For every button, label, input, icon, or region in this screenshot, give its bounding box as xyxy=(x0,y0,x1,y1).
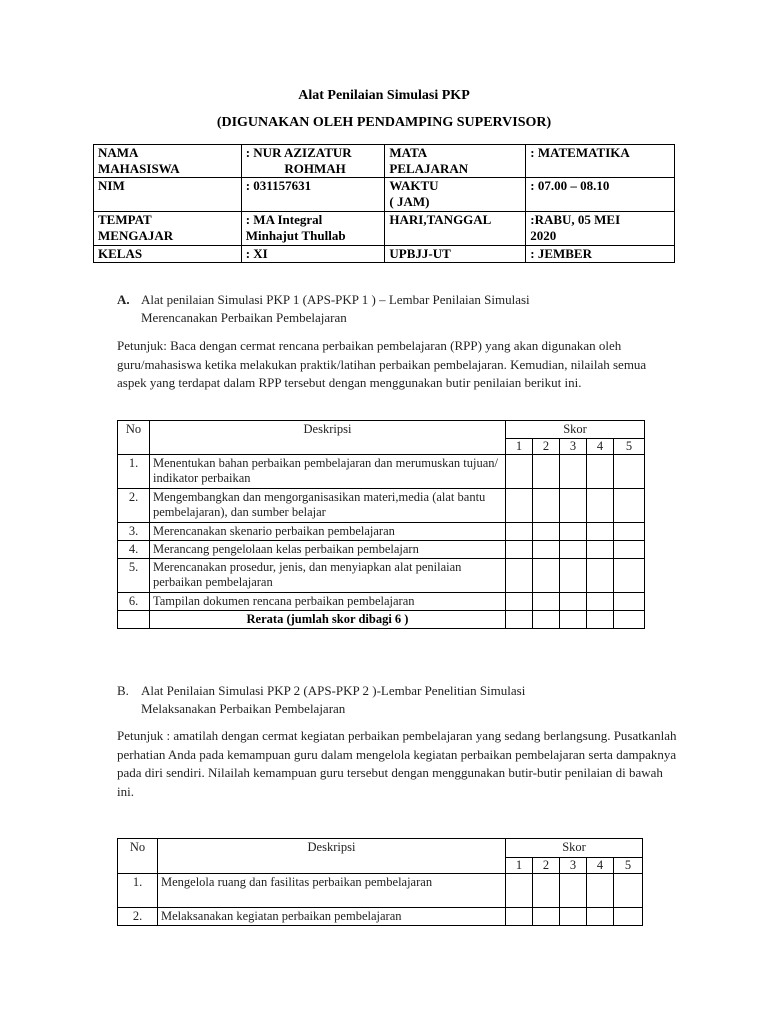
score-cell[interactable] xyxy=(560,593,587,611)
score-cell[interactable] xyxy=(614,874,643,908)
score-cell[interactable] xyxy=(560,455,587,489)
nama-value: : NUR AZIZATUR ROHMAH xyxy=(241,145,385,178)
score-table-b xyxy=(117,838,643,926)
score-col-2: 2 xyxy=(533,439,560,455)
section-a-heading: A. Alat penilaian Simulasi PKP 1 (APS-PKP 1 ) – Lembar Penilaian Simulasi Merencanakan Perbaikan Pembelajaran xyxy=(117,292,530,325)
document-title: Alat Penilaian Simulasi PKP xyxy=(298,88,470,103)
nim-value: : 031157631 xyxy=(241,178,385,212)
table-row: 4. Merancang pengelolaan kelas perbaikan pembelajarn xyxy=(118,541,645,559)
col-desc-header: Deskripsi xyxy=(158,839,506,874)
score-col-4: 4 xyxy=(587,439,614,455)
section-b-heading: B. Alat Penilaian Simulasi PKP 2 (APS-PKP 2 )-Lembar Penelitian Simulasi Melaksanakan Perbaikan Pembelajaran xyxy=(117,683,526,716)
score-cell[interactable] xyxy=(614,593,645,611)
score-cell[interactable] xyxy=(533,489,560,523)
score-cell[interactable] xyxy=(587,874,614,908)
score-cell[interactable] xyxy=(587,489,614,523)
table-row: 2. Melaksanakan kegiatan perbaikan pembelajaran xyxy=(118,908,643,926)
score-col-3: 3 xyxy=(560,439,587,455)
nim-label: NIM xyxy=(94,178,242,212)
col-score-header: Skor xyxy=(506,421,645,439)
score-table-a xyxy=(117,420,645,629)
score-col-1: 1 xyxy=(506,439,533,455)
hari-label: HARI,TANGGAL xyxy=(385,212,526,246)
section-b-instructions: Petunjuk : amatilah dengan cermat kegiatan perbaikan pembelajaran yang sedang berlangsung. Pusatkanlah perhatian Anda pada kemampuan guru dalam mengelola kegiatan perbaikan pembelajaran serta dampaknya pada diri sendiri. Nilailah kemampuan guru tersebut dengan menggunakan butir-butir penilaian di bawah ini. xyxy=(117,728,677,799)
score-cell[interactable] xyxy=(506,593,533,611)
col-desc-header: Deskripsi xyxy=(150,421,506,455)
score-cell[interactable] xyxy=(614,908,643,926)
score-cell[interactable] xyxy=(506,455,533,489)
score-cell[interactable] xyxy=(614,489,645,523)
hari-value: :RABU, 05 MEI 2020 xyxy=(526,212,675,246)
score-cell[interactable] xyxy=(614,559,645,593)
score-cell[interactable] xyxy=(560,559,587,593)
score-cell[interactable] xyxy=(560,489,587,523)
score-cell[interactable] xyxy=(506,611,533,629)
section-a-letter: A. xyxy=(117,292,130,307)
score-cell[interactable] xyxy=(560,874,587,908)
table-row: 2. Mengembangkan dan mengorganisasikan materi,media (alat bantu pembelajaran), dan sumber belajar xyxy=(118,489,645,523)
waktu-value: : 07.00 – 08.10 xyxy=(526,178,675,212)
score-cell[interactable] xyxy=(533,523,560,541)
score-cell[interactable] xyxy=(587,611,614,629)
col-no-header: No xyxy=(118,421,150,455)
table-row: 6. Tampilan dokumen rencana perbaikan pembelajaran xyxy=(118,593,645,611)
section-a-instructions: Petunjuk: Baca dengan cermat rencana perbaikan pembelajaran (RPP) yang akan digunakan oleh guru/mahasiswa ketika melakukan praktik/latihan perbaikan pembelajaran. Kemudian, nilailah semua aspek yang terdapat dalam RPP tersebut dengan menggunakan butir penilaian berikut ini. xyxy=(117,338,647,390)
mapel-label: MATA PELAJARAN xyxy=(385,145,526,178)
score-cell[interactable] xyxy=(533,455,560,489)
kelas-label: KELAS xyxy=(94,246,242,263)
score-col-1: 1 xyxy=(506,858,533,874)
table-row: 3. Merencanakan skenario perbaikan pembelajaran xyxy=(118,523,645,541)
col-no-header: No xyxy=(118,839,158,874)
score-cell[interactable] xyxy=(506,874,533,908)
section-b-letter: B. xyxy=(117,683,129,698)
score-cell[interactable] xyxy=(560,908,587,926)
score-cell[interactable] xyxy=(506,559,533,593)
score-col-5: 5 xyxy=(614,439,645,455)
score-cell[interactable] xyxy=(533,559,560,593)
score-cell[interactable] xyxy=(614,523,645,541)
score-cell[interactable] xyxy=(560,541,587,559)
mapel-value: : MATEMATIKA xyxy=(526,145,675,178)
score-cell[interactable] xyxy=(614,541,645,559)
score-cell[interactable] xyxy=(587,523,614,541)
tempat-label: TEMPAT MENGAJAR xyxy=(94,212,242,246)
score-cell[interactable] xyxy=(587,559,614,593)
score-cell[interactable] xyxy=(587,593,614,611)
score-cell[interactable] xyxy=(533,908,560,926)
upbjj-label: UPBJJ-UT xyxy=(385,246,526,263)
nama-label: NAMA MAHASISWA xyxy=(94,145,242,178)
table-row: 1. Mengelola ruang dan fasilitas perbaikan pembelajaran xyxy=(118,874,643,908)
score-cell[interactable] xyxy=(587,908,614,926)
score-cell[interactable] xyxy=(560,611,587,629)
tempat-value: : MA Integral Minhajut Thullab xyxy=(241,212,385,246)
score-col-2: 2 xyxy=(533,858,560,874)
table-row: 1. Menentukan bahan perbaikan pembelajaran dan merumuskan tujuan/ indikator perbaikan xyxy=(118,455,645,489)
score-cell[interactable] xyxy=(614,611,645,629)
score-col-3: 3 xyxy=(560,858,587,874)
score-cell[interactable] xyxy=(533,541,560,559)
score-col-4: 4 xyxy=(587,858,614,874)
identity-table xyxy=(93,144,675,263)
score-cell[interactable] xyxy=(506,489,533,523)
document-subtitle: (DIGUNAKAN OLEH PENDAMPING SUPERVISOR) xyxy=(216,115,552,130)
score-cell[interactable] xyxy=(506,908,533,926)
col-score-header: Skor xyxy=(506,839,643,858)
score-cell[interactable] xyxy=(614,455,645,489)
average-label: Rerata (jumlah skor dibagi 6 ) xyxy=(150,611,506,629)
score-cell[interactable] xyxy=(533,874,560,908)
score-cell[interactable] xyxy=(506,541,533,559)
score-cell[interactable] xyxy=(533,611,560,629)
score-cell[interactable] xyxy=(587,541,614,559)
upbjj-value: : JEMBER xyxy=(526,246,675,263)
waktu-label: WAKTU ( JAM) xyxy=(385,178,526,212)
kelas-value: : XI xyxy=(241,246,385,263)
score-col-5: 5 xyxy=(614,858,643,874)
average-row xyxy=(118,611,645,629)
score-cell[interactable] xyxy=(533,593,560,611)
score-cell[interactable] xyxy=(506,523,533,541)
score-cell[interactable] xyxy=(560,523,587,541)
table-row: 5. Merencanakan prosedur, jenis, dan menyiapkan alat penilaian perbaikan pembelajaran xyxy=(118,559,645,593)
score-cell[interactable] xyxy=(587,455,614,489)
